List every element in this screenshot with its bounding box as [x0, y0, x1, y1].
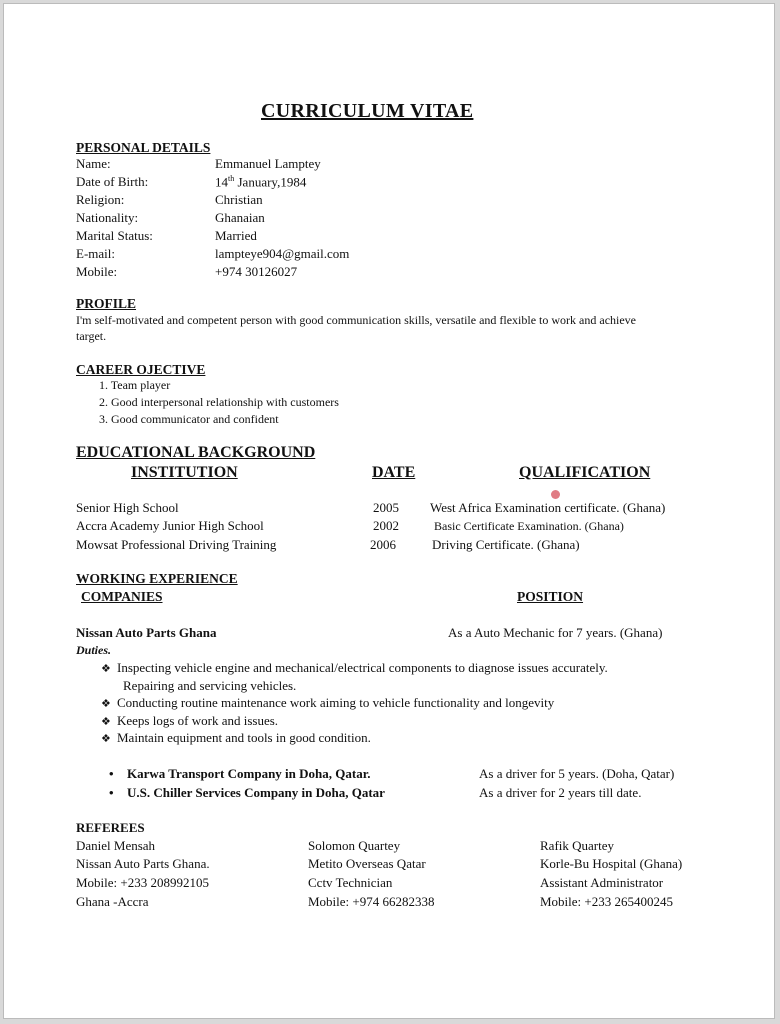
referee-2-line: Metito Overseas Qatar — [308, 856, 426, 871]
bullet-dot-icon: • — [109, 785, 114, 800]
value-nationality: Ghanaian — [215, 210, 265, 225]
edu-qualification: West Africa Examination certificate. (Ghana) — [430, 500, 666, 515]
referee-1-line: Nissan Auto Parts Ghana. — [76, 856, 210, 871]
referee-2-line: Mobile: +974 66282338 — [308, 894, 435, 909]
value-name: Emmanuel Lamptey — [215, 156, 321, 171]
career-item: 1. Team player — [99, 378, 171, 392]
label-email: E-mail: — [76, 246, 115, 261]
edu-qualification: Driving Certificate. (Ghana) — [432, 537, 580, 552]
label-religion: Religion: — [76, 192, 125, 207]
company-position: As a Auto Mechanic for 7 years. (Ghana) — [448, 625, 663, 640]
edu-qualification: Basic Certificate Examination. (Ghana) — [434, 519, 624, 533]
referee-2-line: Solomon Quartey — [308, 838, 401, 853]
column-institution: INSTITUTION — [131, 464, 238, 481]
diamond-bullet-icon: ❖ — [101, 716, 111, 728]
duty-item: ❖ Keeps logs of work and issues. — [101, 713, 279, 728]
diamond-bullet-icon: ❖ — [101, 663, 111, 675]
profile-text-line2: target. — [76, 329, 107, 343]
referee-3-line: Rafik Quartey — [540, 838, 615, 853]
edu-date: 2002 — [373, 518, 399, 533]
other-job-position: As a driver for 2 years till date. — [479, 785, 642, 800]
education-heading: EDUCATIONAL BACKGROUND — [76, 444, 316, 461]
other-job-company: • U.S. Chiller Services Company in Doha, Qatar — [109, 785, 385, 800]
annotation-dot — [551, 490, 560, 499]
career-objective-heading: CAREER OJECTIVE — [76, 362, 206, 377]
referee-3-line: Mobile: +233 265400245 — [540, 894, 673, 909]
duty-item: ❖ Conducting routine maintenance work aiming to vehicle functionality and longevity — [101, 695, 555, 710]
referee-2-line: Cctv Technician — [308, 875, 393, 890]
personal-details-heading: PERSONAL DETAILS — [76, 140, 211, 155]
value-marital: Married — [215, 228, 257, 243]
duty-item: ❖ Maintain equipment and tools in good condition. — [101, 730, 371, 745]
edu-institution: Accra Academy Junior High School — [76, 518, 264, 533]
other-job-company: • Karwa Transport Company in Doha, Qatar. — [109, 766, 371, 781]
cv-page — [3, 3, 775, 1019]
diamond-bullet-icon: ❖ — [101, 698, 111, 710]
other-job-position: As a driver for 5 years. (Doha, Qatar) — [479, 766, 675, 781]
career-item: 3. Good communicator and confident — [99, 412, 279, 426]
work-experience-heading: WORKING EXPERIENCE — [76, 571, 238, 586]
column-position: POSITION — [517, 589, 584, 604]
value-dob: 14th January,1984 — [215, 174, 307, 190]
profile-heading: PROFILE — [76, 296, 137, 311]
edu-institution: Mowsat Professional Driving Training — [76, 537, 277, 552]
edu-institution: Senior High School — [76, 500, 179, 515]
referee-3-line: Assistant Administrator — [540, 875, 664, 890]
column-qualification: QUALIFICATION — [519, 464, 651, 481]
label-nationality: Nationality: — [76, 210, 139, 225]
referee-1-line: Mobile: +233 208992105 — [76, 875, 209, 890]
duty-item: Repairing and servicing vehicles. — [123, 678, 297, 693]
profile-text-line1: I'm self-motivated and competent person with good communication skills, versatile and flexible to work and achieve — [76, 313, 637, 327]
column-date: DATE — [372, 464, 416, 481]
label-mobile: Mobile: — [76, 264, 118, 279]
edu-date: 2006 — [370, 537, 396, 552]
career-item: 2. Good interpersonal relationship with customers — [99, 395, 339, 409]
value-mobile: +974 30126027 — [215, 264, 298, 279]
bullet-dot-icon: • — [109, 766, 114, 781]
duties-label: Duties. — [76, 643, 112, 657]
company-name: Nissan Auto Parts Ghana — [76, 625, 217, 640]
edu-date: 2005 — [373, 500, 399, 515]
label-dob: Date of Birth: — [76, 174, 149, 189]
value-religion: Christian — [215, 192, 263, 207]
diamond-bullet-icon: ❖ — [101, 733, 111, 745]
duty-item: ❖ Inspecting vehicle engine and mechanical/electrical components to diagnose issues accurately. — [101, 660, 608, 675]
referee-1-line: Ghana -Accra — [76, 894, 149, 909]
referees-heading: REFEREES — [76, 820, 145, 835]
value-email: lampteye904@gmail.com — [215, 246, 350, 261]
document-title: CURRICULUM VITAE — [261, 100, 474, 122]
label-name: Name: — [76, 156, 111, 171]
column-companies: COMPANIES — [81, 589, 163, 604]
referee-1-line: Daniel Mensah — [76, 838, 156, 853]
referee-3-line: Korle-Bu Hospital (Ghana) — [540, 856, 683, 871]
label-marital: Marital Status: — [76, 228, 153, 243]
